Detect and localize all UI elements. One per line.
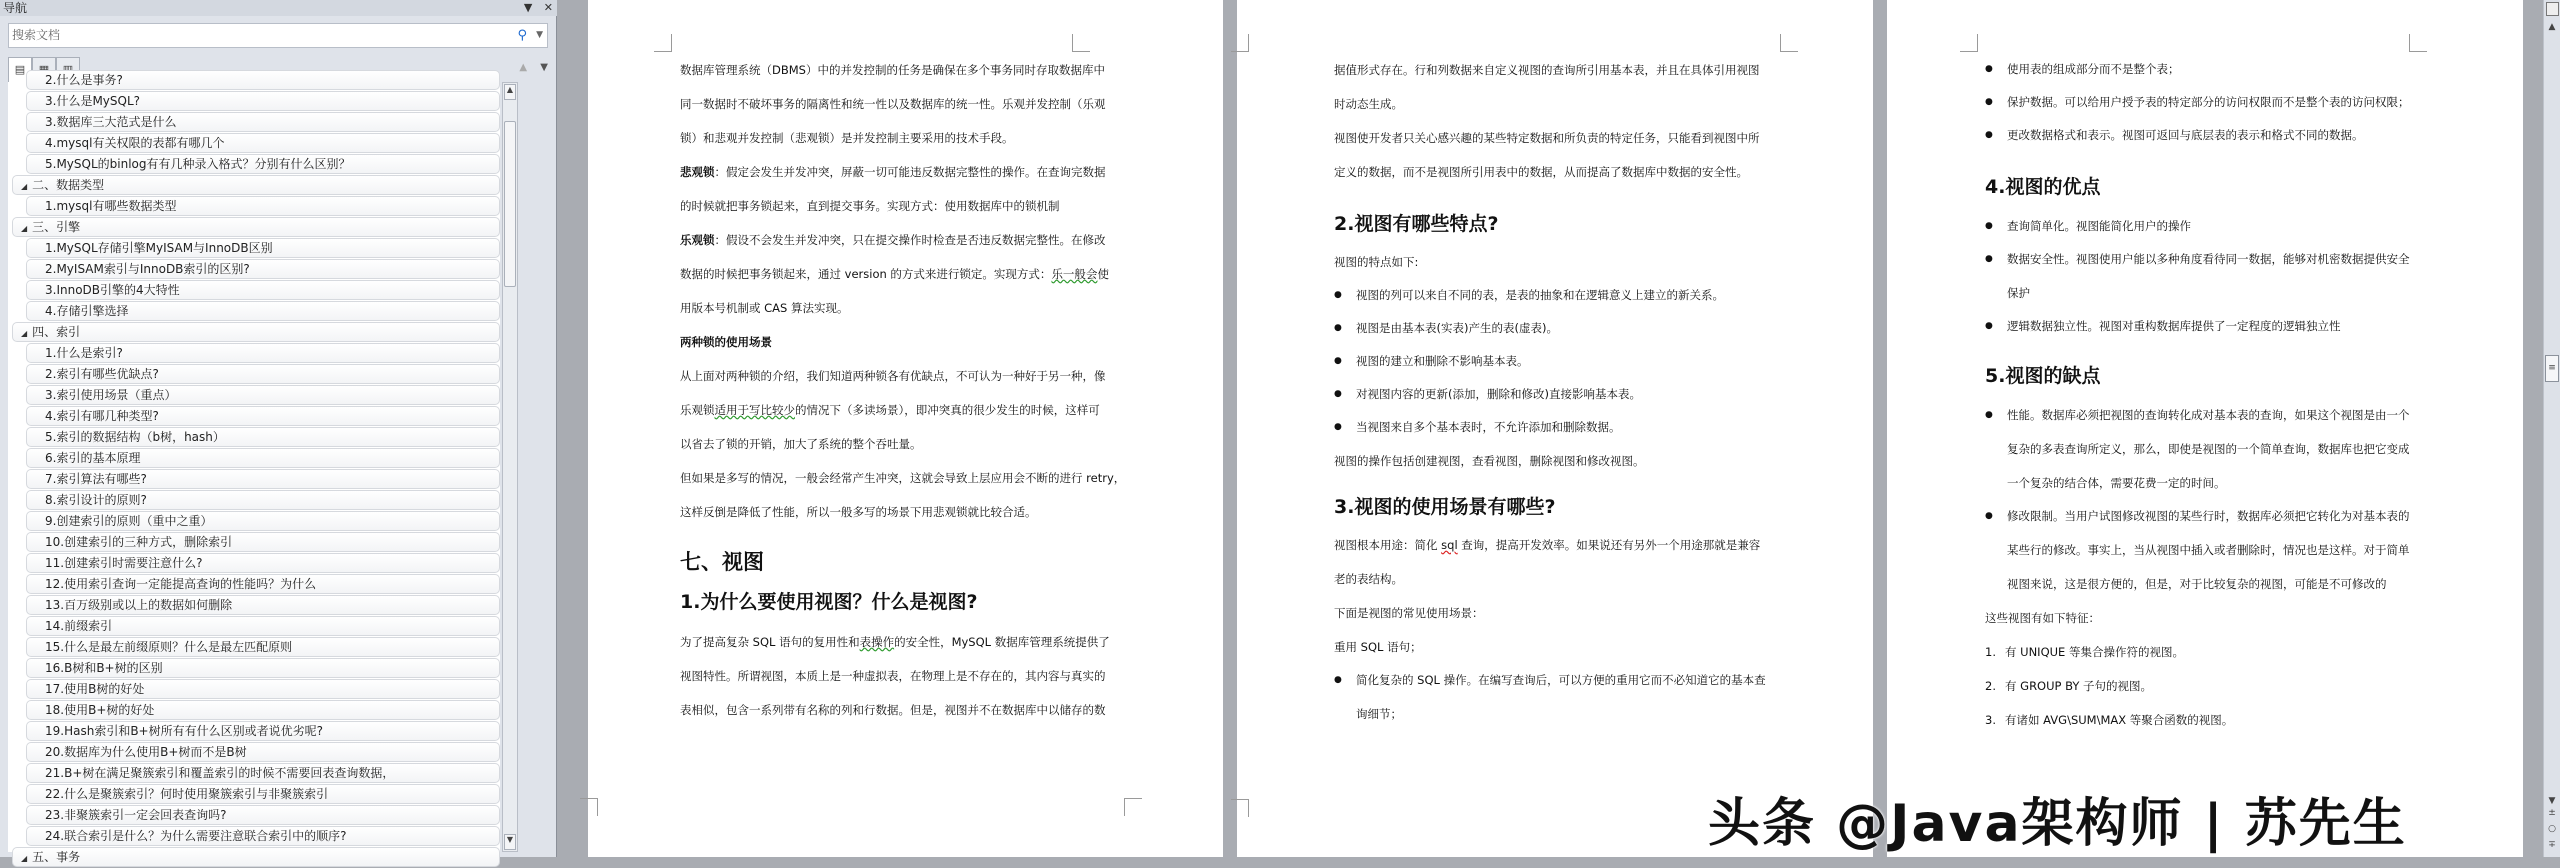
paragraph bbox=[1334, 528, 1799, 562]
nav-heading-label: 4.索引有哪几种类型? bbox=[45, 409, 159, 423]
nav-heading-label: 4.存储引擎选择 bbox=[45, 304, 129, 318]
nav-heading-label: 3.InnoDB引擎的4大特性 bbox=[45, 283, 180, 297]
nav-heading-level2[interactable] bbox=[26, 112, 500, 132]
bullet-item: ● 保护数据。可以给用户授予表的特定部分的访问权限而不是整个表的访问权限； bbox=[1985, 86, 2450, 119]
number: 1. bbox=[1985, 645, 1996, 659]
scroll-down-icon[interactable]: ▼ bbox=[504, 834, 516, 850]
text: 乐观锁 bbox=[680, 403, 715, 417]
nav-heading-label: 17.使用B树的好处 bbox=[45, 682, 145, 696]
nav-heading-label: 1.MySQL存储引擎MyISAM与InnoDB区别 bbox=[45, 241, 273, 255]
document-page-2[interactable] bbox=[1237, 0, 1873, 857]
nav-heading-level1[interactable] bbox=[12, 847, 500, 867]
paragraph: 视图使开发者只关心感兴趣的某些特定数据和所负责的特定任务，只能看到视图中所 bbox=[1334, 131, 1760, 145]
bullet-item: ● 逻辑数据独立性。视图对重构数据库提供了一定程度的逻辑独立性 bbox=[1985, 310, 2450, 343]
nav-heading-label: 三、引擎 bbox=[32, 220, 81, 234]
nav-heading-label: 16.B树和B+树的区别 bbox=[45, 661, 163, 675]
previous-heading-icon[interactable]: ▲ bbox=[519, 62, 528, 73]
next-page-icon[interactable]: ∓ bbox=[2548, 840, 2556, 850]
bullet-continuation: 某些行的修改。事实上，当从视图中插入或者删除时，情况也是这样。对于简单 bbox=[2007, 543, 2410, 557]
nav-heading-level2[interactable] bbox=[26, 763, 500, 783]
heading-question-5: 5.视图的缺点 bbox=[1985, 365, 2101, 387]
scroll-thumb[interactable] bbox=[504, 121, 516, 287]
nav-heading-level2[interactable] bbox=[26, 658, 500, 678]
bullet-item: ● 更改数据格式和表示。视图可返回与底层表的表示和格式不同的数据。 bbox=[1985, 119, 2450, 152]
nav-heading-label: 五、事务 bbox=[32, 850, 81, 864]
nav-heading-label: 9.创建索引的原则（重中之重） bbox=[45, 514, 213, 528]
bold-term: 悲观锁 bbox=[680, 165, 715, 179]
nav-heading-level1[interactable] bbox=[12, 217, 500, 237]
bullet-item: ● 当视图来自多个基本表时，不允许添加和删除数据。 bbox=[1334, 411, 1799, 444]
nav-heading-level2[interactable] bbox=[26, 259, 500, 279]
nav-heading-label: 3.索引使用场景（重点） bbox=[45, 388, 177, 402]
nav-heading-stepper bbox=[509, 62, 548, 73]
number: 2. bbox=[1985, 679, 1996, 693]
nav-heading-label: 1.什么是索引? bbox=[45, 346, 123, 360]
crop-mark bbox=[2409, 34, 2427, 52]
nav-heading-level2[interactable] bbox=[26, 343, 500, 363]
nav-heading-label: 15.什么是最左前缀原则？什么是最左匹配原则 bbox=[45, 640, 293, 654]
nav-heading-level2[interactable] bbox=[26, 553, 500, 573]
nav-heading-level2[interactable] bbox=[26, 238, 500, 258]
next-heading-icon[interactable]: ▼ bbox=[540, 62, 548, 73]
nav-heading-level2[interactable] bbox=[26, 679, 500, 699]
text: 的安全性，MySQL 数据库管理系统提供了 bbox=[894, 635, 1110, 649]
text: 为了提高复杂 SQL 语句的复用性和 bbox=[680, 635, 860, 649]
collapse-triangle-icon[interactable]: ◢ bbox=[21, 182, 28, 191]
nav-heading-label: 8.索引设计的原则? bbox=[45, 493, 147, 507]
heading-section: 七、视图 bbox=[680, 550, 764, 574]
nav-heading-level2[interactable] bbox=[26, 532, 500, 552]
bullet-continuation: 视图来说，这是很方便的，但是，对于比较复杂的视图，可能是不可修改的 bbox=[2007, 577, 2387, 591]
paragraph-optimistic-lock bbox=[680, 223, 1145, 257]
paragraph-pessimistic-lock bbox=[680, 155, 1145, 189]
text: ：假定会发生并发冲突，屏蔽一切可能违反数据完整性的操作。在查询完数据 bbox=[714, 165, 1106, 179]
nav-close-icon[interactable]: ✕ bbox=[543, 1, 553, 14]
collapse-triangle-icon[interactable]: ◢ bbox=[21, 854, 28, 863]
heading-question-3: 3.视图的使用场景有哪些? bbox=[1334, 496, 1556, 518]
nav-scrollbar[interactable] bbox=[502, 82, 518, 852]
document-page-3[interactable] bbox=[1887, 0, 2523, 857]
nav-heading-label: 20.数据库为什么使用B+树而不是B树 bbox=[45, 745, 247, 759]
nav-heading-level2[interactable] bbox=[26, 301, 500, 321]
bullet-item: ● 视图的建立和删除不影响基本表。 bbox=[1334, 345, 1799, 378]
scroll-down-icon[interactable]: ▼ bbox=[2548, 796, 2556, 806]
nav-title: 导航 bbox=[3, 1, 28, 15]
nav-heading-level2[interactable] bbox=[26, 70, 500, 90]
nav-heading-level2[interactable] bbox=[26, 721, 500, 741]
nav-heading-level2[interactable] bbox=[26, 826, 500, 846]
nav-heading-label: 7.索引算法有哪些? bbox=[45, 472, 147, 486]
bullet-item: ● 视图的列可以来自不同的表，是表的抽象和在逻辑意义上建立的新关系。 bbox=[1334, 279, 1799, 312]
text: 有 GROUP BY 子句的视图。 bbox=[2005, 679, 2153, 693]
nav-heading-level2[interactable] bbox=[26, 490, 500, 510]
paragraph: 但如果是多写的情况，一般会经常产生冲突，这就会导致上层应用会不断的进行 retry， bbox=[680, 471, 1126, 485]
bullet-item: ● 查询简单化。视图能简化用户的操作 bbox=[1985, 210, 2450, 243]
nav-heading-level2[interactable] bbox=[26, 616, 500, 636]
nav-heading-label: 24.联合索引是什么？为什么需要注意联合索引中的顺序? bbox=[45, 829, 347, 843]
nav-heading-label: 四、索引 bbox=[32, 325, 81, 339]
crop-mark bbox=[1124, 798, 1142, 816]
grammar-flagged-text[interactable]: 适用于写比较少 bbox=[714, 403, 795, 417]
crop-mark bbox=[580, 798, 598, 816]
nav-heading-label: 2.索引有哪些优缺点? bbox=[45, 367, 159, 381]
nav-heading-level2[interactable] bbox=[26, 406, 500, 426]
navigation-pane bbox=[0, 0, 557, 864]
nav-heading-label: 2.MyISAM索引与InnoDB索引的区别? bbox=[45, 262, 250, 276]
nav-heading-level2[interactable] bbox=[26, 637, 500, 657]
bullet-item: ● 视图是由基本表(实表)产生的表(虚表)。 bbox=[1334, 312, 1799, 345]
bullet-item: ● 性能。数据库必须把视图的查询转化成对基本表的查询，如果这个视图是由一个 bbox=[1985, 399, 2450, 432]
crop-mark bbox=[1231, 34, 1249, 52]
bullet-item: ● 对视图内容的更新(添加，删除和修改)直接影响基本表。 bbox=[1334, 378, 1799, 411]
search-icon[interactable]: ⚲ bbox=[517, 28, 527, 43]
bullet-item: ● 使用表的组成部分而不是整个表； bbox=[1985, 53, 2450, 86]
document-scrollbar[interactable] bbox=[2543, 0, 2560, 857]
paragraph: 数据库管理系统（DBMS）中的并发控制的任务是确保在多个事务同时存取数据库中 bbox=[680, 63, 1105, 77]
nav-heading-label: 14.前缀索引 bbox=[45, 619, 113, 633]
spelling-flagged-text[interactable]: sql bbox=[1441, 538, 1458, 552]
crop-mark bbox=[1960, 34, 1978, 52]
nav-title-bar bbox=[0, 0, 557, 16]
scroll-thumb-grip-icon[interactable]: ≡ bbox=[2545, 355, 2559, 382]
bullet-continuation: 询细节； bbox=[1356, 707, 1402, 721]
nav-heading-label: 23.非聚簇索引一定会回表查询吗? bbox=[45, 808, 227, 822]
page-2-body bbox=[1334, 53, 1799, 731]
paragraph: 的时候就把事务锁起来，直到提交事务。实现方式：使用数据库中的锁机制 bbox=[680, 199, 1060, 213]
nav-heading-label: 22.什么是聚簇索引？何时使用聚簇索引与非聚簇索引 bbox=[45, 787, 329, 801]
crop-mark bbox=[654, 34, 672, 52]
page-3-body bbox=[1985, 53, 2450, 737]
nav-heading-label: 21.B+树在满足聚簇索引和覆盖索引的时候不需要回表查询数据， bbox=[45, 766, 395, 780]
nav-heading-level2[interactable] bbox=[26, 133, 500, 153]
nav-heading-level2[interactable] bbox=[26, 742, 500, 762]
nav-heading-label: 5.MySQL的binlog有有几种录入格式？分别有什么区别？ bbox=[45, 157, 351, 171]
subheading: 两种锁的使用场景 bbox=[680, 335, 772, 349]
paragraph bbox=[680, 257, 1145, 291]
grammar-flagged-text[interactable]: 乐一般会 bbox=[1051, 267, 1098, 281]
scroll-up-icon[interactable]: ▲ bbox=[504, 84, 516, 100]
nav-heading-level2[interactable] bbox=[26, 511, 500, 531]
paragraph: 表相似，包含一系列带有名称的列和行数据。但是，视图并不在数据库中以储存的数 bbox=[680, 703, 1106, 717]
paragraph: 定义的数据，而不是视图所引用表中的数据，从而提高了数据库中数据的安全性。 bbox=[1334, 165, 1748, 179]
nav-heading-level2[interactable] bbox=[26, 448, 500, 468]
nav-heading-level2[interactable] bbox=[26, 91, 500, 111]
crop-mark bbox=[1780, 34, 1798, 52]
bullet-item: ● 简化复杂的 SQL 操作。在编写查询后，可以方便的重用它而不必知道它的基本查 bbox=[1334, 664, 1799, 697]
nav-heading-level2[interactable] bbox=[26, 196, 500, 216]
nav-heading-level2[interactable] bbox=[26, 805, 500, 825]
paragraph: 这些视图有如下特征： bbox=[1985, 611, 2100, 625]
nav-heading-level2[interactable] bbox=[26, 427, 500, 447]
nav-heading-level2[interactable] bbox=[26, 280, 500, 300]
search-placeholder: 搜索文档 bbox=[12, 28, 61, 42]
nav-heading-level2[interactable] bbox=[26, 784, 500, 804]
text: 视图根本用途：简化 bbox=[1334, 538, 1442, 552]
bullet-continuation: 保护 bbox=[2007, 286, 2030, 300]
collapse-triangle-icon[interactable]: ◢ bbox=[21, 224, 28, 233]
search-input[interactable] bbox=[8, 23, 548, 48]
nav-heading-label: 13.百万级别或以上的数据如何删除 bbox=[45, 598, 233, 612]
nav-heading-level2[interactable] bbox=[26, 700, 500, 720]
nav-heading-label: 5.索引的数据结构（b树，hash） bbox=[45, 430, 225, 444]
paragraph: 用版本号机制或 CAS 算法实现。 bbox=[680, 301, 849, 315]
nav-heading-level1[interactable] bbox=[12, 322, 500, 342]
heading-question-1: 1.为什么要使用视图？什么是视图? bbox=[680, 591, 978, 613]
paragraph: 视图的操作包括创建视图，查看视图，删除视图和修改视图。 bbox=[1334, 454, 1645, 468]
nav-heading-level1[interactable] bbox=[12, 175, 500, 195]
nav-heading-label: 二、数据类型 bbox=[32, 178, 105, 192]
nav-heading-level2[interactable] bbox=[26, 595, 500, 615]
nav-heading-level2[interactable] bbox=[26, 574, 500, 594]
text: 有诸如 AVG\SUM\MAX 等聚合函数的视图。 bbox=[2005, 713, 2234, 727]
headings-tab-icon[interactable]: ▤ bbox=[8, 57, 32, 82]
scroll-up-icon[interactable]: ▲ bbox=[2548, 22, 2556, 32]
nav-heading-label: 1.mysql有哪些数据类型 bbox=[45, 199, 177, 213]
nav-heading-label: 18.使用B+树的好处 bbox=[45, 703, 155, 717]
text: 查询，提高开发效率。如果说还有另外一个用途那就是兼容 bbox=[1457, 538, 1761, 552]
nav-heading-level2[interactable] bbox=[26, 154, 500, 174]
heading-question-2: 2.视图有哪些特点? bbox=[1334, 213, 1499, 235]
nav-heading-label: 11.创建索引时需要注意什么? bbox=[45, 556, 203, 570]
text: 的情况下（多读场景），即冲突真的很少发生的时候，这样可 bbox=[795, 403, 1100, 417]
paragraph: 同一数据时不破坏事务的隔离性和统一性以及数据库的统一性。乐观并发控制（乐观 bbox=[680, 97, 1106, 111]
paragraph: 从上面对两种锁的介绍，我们知道两种锁各有优缺点，不可认为一种好于另一种，像 bbox=[680, 369, 1106, 383]
paragraph: 据值形式存在。行和列数据来自定义视图的查询所引用基本表，并且在具体引用视图 bbox=[1334, 63, 1760, 77]
nav-heading-level2[interactable] bbox=[26, 469, 500, 489]
nav-options-dropdown-icon[interactable]: ▼ bbox=[523, 1, 533, 14]
paragraph: 视图的特点如下: bbox=[1334, 255, 1419, 269]
bold-term: 乐观锁 bbox=[680, 233, 715, 247]
text: 使 bbox=[1097, 267, 1109, 281]
heading-question-4: 4.视图的优点 bbox=[1985, 176, 2101, 198]
paragraph: 视图特性。所谓视图，本质上是一种虚拟表，在物理上是不存在的，其内容与真实的 bbox=[680, 669, 1106, 683]
heading-list bbox=[8, 73, 500, 864]
nav-heading-label: 3.数据库三大范式是什么 bbox=[45, 115, 177, 129]
select-browse-object-icon[interactable]: ○ bbox=[2548, 824, 2556, 834]
text: 数据的时候把事务锁起来，通过 version 的方式来进行锁定。实现方式： bbox=[680, 267, 1052, 281]
nav-heading-label: 2.什么是事务? bbox=[45, 73, 123, 87]
numbered-item bbox=[1985, 635, 2450, 669]
grammar-flagged-text[interactable]: 表操作 bbox=[859, 635, 895, 649]
nav-heading-label: 4.mysql有关权限的表都有哪几个 bbox=[45, 136, 225, 150]
crop-mark bbox=[1231, 799, 1249, 817]
numbered-item bbox=[1985, 669, 2450, 703]
collapse-triangle-icon[interactable]: ◢ bbox=[21, 329, 28, 338]
search-options-chevron-icon[interactable]: ▼ bbox=[536, 30, 543, 40]
nav-heading-label: 10.创建索引的三种方式，删除索引 bbox=[45, 535, 233, 549]
paragraph: 老的表结构。 bbox=[1334, 572, 1403, 586]
crop-mark bbox=[1072, 34, 1090, 52]
nav-heading-label: 12.使用索引查询一定能提高查询的性能吗？为什么 bbox=[45, 577, 317, 591]
paragraph: 锁）和悲观并发控制（悲观锁）是并发控制主要采用的技术手段。 bbox=[680, 131, 1014, 145]
paragraph: 重用 SQL 语句； bbox=[1334, 640, 1422, 654]
nav-heading-level2[interactable] bbox=[26, 385, 500, 405]
paragraph: 以省去了锁的开销，加大了系统的整个吞吐量。 bbox=[680, 437, 922, 451]
previous-page-icon[interactable]: ± bbox=[2548, 808, 2556, 818]
nav-heading-label: 3.什么是MySQL? bbox=[45, 94, 141, 108]
numbered-item bbox=[1985, 703, 2450, 737]
number: 3. bbox=[1985, 713, 1996, 727]
nav-heading-level2[interactable] bbox=[26, 364, 500, 384]
ruler-toggle-icon[interactable] bbox=[2546, 2, 2559, 16]
page-1-body bbox=[680, 53, 1145, 727]
bullet-item: ● 数据安全性。视图使用户能以多种角度看待同一数据，能够对机密数据提供安全 bbox=[1985, 243, 2450, 276]
text: 有 UNIQUE 等集合操作符的视图。 bbox=[2005, 645, 2184, 659]
text: ：假设不会发生并发冲突，只在提交操作时检查是否违反数据完整性。在修改 bbox=[714, 233, 1106, 247]
nav-heading-label: 19.Hash索引和B+树所有有什么区别或者说优劣呢? bbox=[45, 724, 323, 738]
paragraph bbox=[680, 625, 1145, 659]
nav-heading-label: 6.索引的基本原理 bbox=[45, 451, 141, 465]
paragraph: 时动态生成。 bbox=[1334, 97, 1403, 111]
bullet-continuation: 一个复杂的结合体，需要花费一定的时间。 bbox=[2007, 476, 2226, 490]
document-page-1[interactable] bbox=[588, 0, 1223, 857]
paragraph: 这样反倒是降低了性能，所以一般多写的场景下用悲观锁就比较合适。 bbox=[680, 505, 1037, 519]
watermark: 头条 @Java架构师 | 苏先生 bbox=[1708, 794, 2407, 854]
paragraph bbox=[680, 393, 1145, 427]
bullet-item: ● 修改限制。当用户试图修改视图的某些行时，数据库必须把它转化为对基本表的 bbox=[1985, 500, 2450, 533]
paragraph: 下面是视图的常见使用场景： bbox=[1334, 606, 1484, 620]
bullet-continuation: 复杂的多表查询所定义，那么，即使是视图的一个简单查询，数据库也把它变成 bbox=[2007, 442, 2410, 456]
